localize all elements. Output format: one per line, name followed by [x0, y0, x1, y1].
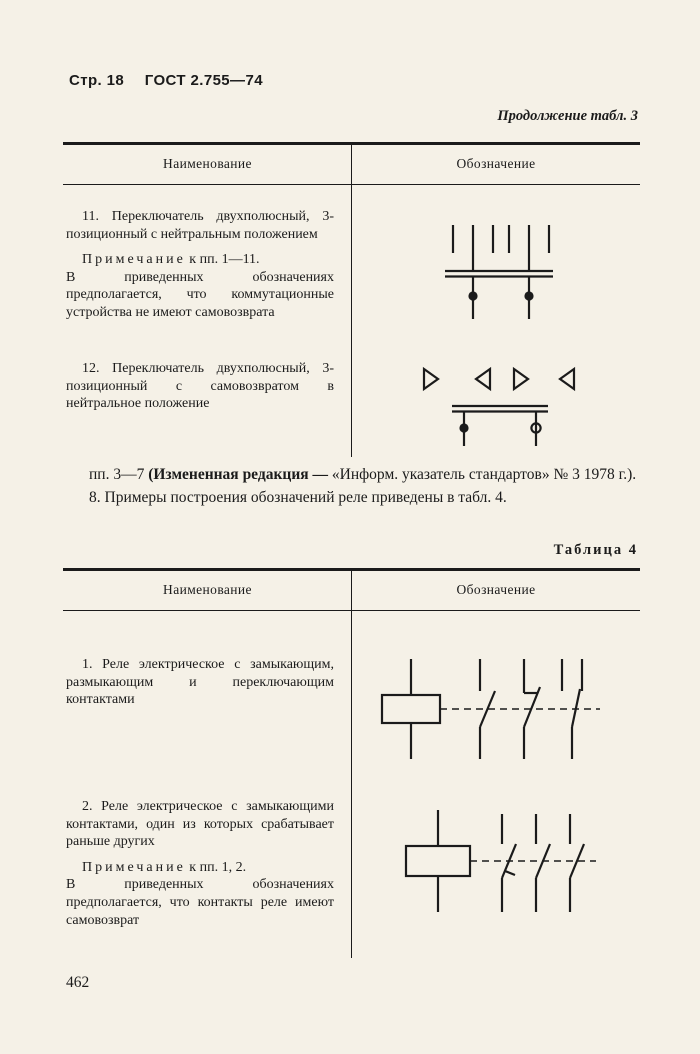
table3-col-designation: Обозначение: [456, 156, 536, 171]
t4-row1-text: 1. Реле электрическое с замыкающим, размыкающим и переключающим контактами: [66, 657, 334, 708]
early-make-mark: [505, 871, 515, 875]
table4-col-name: Наименование: [163, 582, 252, 597]
table4-row2-cell: [66, 798, 334, 929]
page-number-label: Стр. 18: [69, 72, 125, 89]
spring-return-triangle-icon: [514, 369, 528, 389]
note-heading-rest: к пп. 1, 2.: [185, 859, 247, 875]
spring-return-triangle-icon: [476, 369, 490, 389]
two-pole-3-position-switch-neutral-icon: [443, 223, 555, 321]
amendment-paragraph: [63, 464, 641, 486]
spring-return-triangle-icon: [560, 369, 574, 389]
table3-row12-cell: [66, 360, 334, 413]
row11-note-body: В приведенных обозначениях предполагается, что коммутационные устройства не имеют самовозврата: [66, 269, 334, 320]
amendment-bold: (Измененная редакция —: [148, 466, 332, 483]
relay1-symbol-cell: [376, 657, 604, 766]
spring-return-triangle-icon: [424, 369, 438, 389]
table4-col-designation: Обозначение: [456, 582, 536, 597]
table3-caption: Продолжение табл. 3: [497, 108, 638, 124]
relay-coil-icon: [382, 695, 440, 723]
row11-note: [66, 251, 334, 321]
relay2-symbol-cell: [398, 806, 600, 919]
t4-row2-note: [66, 859, 334, 929]
table4-row1-cell: [66, 656, 334, 709]
relay-coil-icon: [406, 846, 470, 876]
switch-neutral-symbol-cell: [443, 223, 555, 326]
amendment-rest: «Информ. указатель стандартов» № 3 1978 г.).: [331, 466, 637, 483]
examples-paragraph: 8. Примеры построения обозначений реле приведены в табл. 4.: [89, 488, 507, 506]
row11-note-heading: [66, 251, 334, 269]
table3-column-divider: [351, 142, 352, 457]
amendment-prefix: пп. 3—7: [89, 466, 149, 483]
switch-spring-return-symbol-cell: [418, 364, 580, 453]
two-pole-3-position-switch-spring-return-icon: [418, 364, 580, 448]
standard-number: ГОСТ 2.755—74: [144, 72, 263, 89]
relay-make-break-changeover-icon: [376, 657, 604, 761]
folio-page-number: 462: [66, 974, 90, 991]
note-label: Примечание: [82, 252, 186, 268]
body-paragraphs: [63, 464, 641, 509]
t4-row2-note-heading: [66, 859, 334, 877]
table4-caption: Таблица 4: [553, 542, 638, 558]
relay-early-make-contact-icon: [398, 806, 600, 914]
table4-column-divider: [351, 568, 352, 958]
note-label: Примечание: [82, 859, 186, 875]
t4-row2-text: 2. Реле электрическое с замыкающими контактами, один из которых срабатывает раньше других: [66, 799, 334, 850]
table3-row11-cell: [66, 208, 334, 322]
row12-text: 12. Переключатель двухполюсный, 3-позиционный с самовозвратом в нейтральное положение: [66, 361, 334, 412]
page-header: [69, 72, 263, 89]
note-heading-rest: к пп. 1—11.: [185, 252, 260, 268]
t4-row2-note-body: В приведенных обозначениях предполагается, что контакты реле имеют самовозврат: [66, 877, 334, 928]
row11-text: 11. Переключатель двухполюсный, 3-позиционный с нейтральным положением: [66, 209, 334, 242]
table3-col-name: Наименование: [163, 156, 252, 171]
